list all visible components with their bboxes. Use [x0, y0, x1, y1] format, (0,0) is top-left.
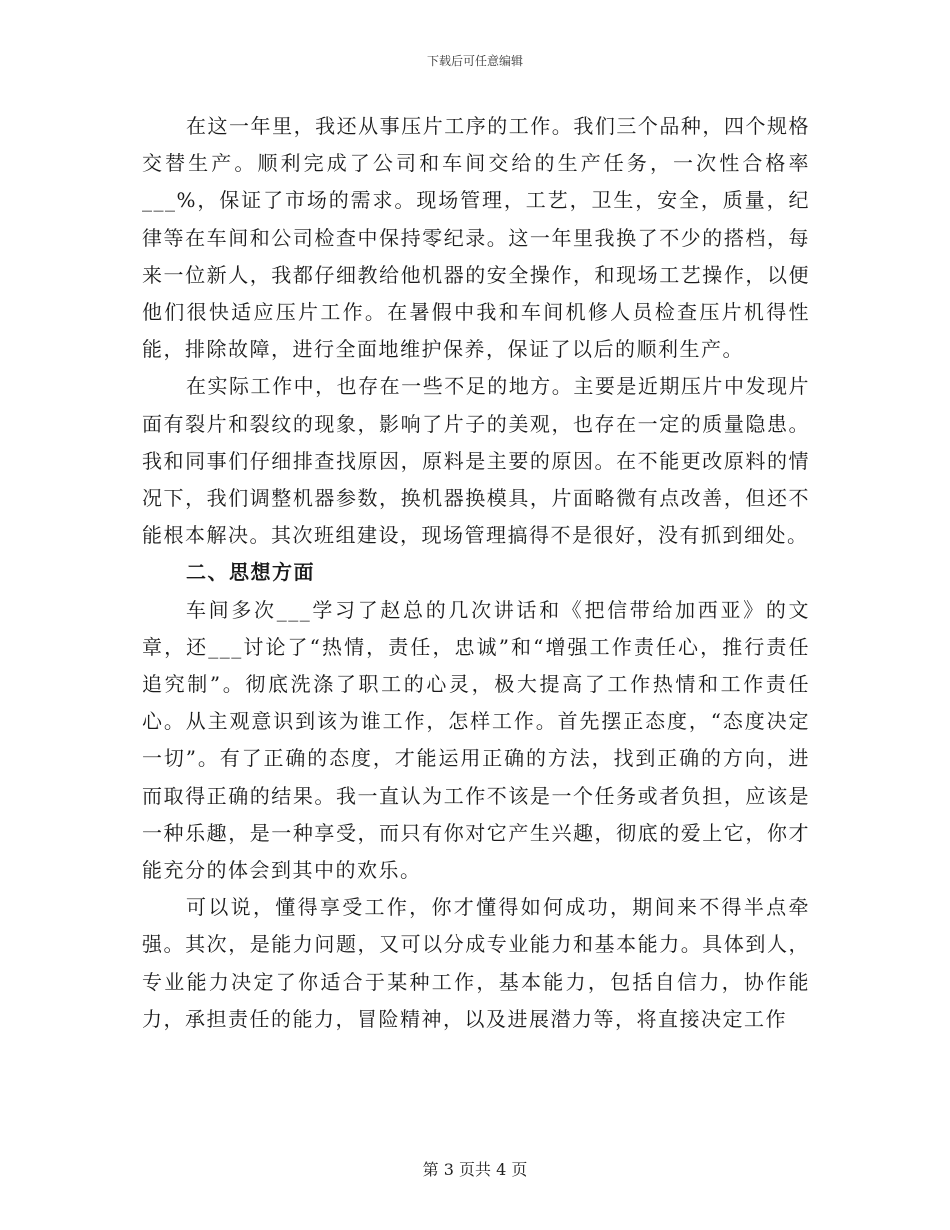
paragraph-ability: 可以说，懂得享受工作，你才懂得如何成功，期间来不得半点牵强。其次，是能力问题，又可以分成专业能力和基本能力。具体到人，专业能力决定了你适合于某种工作，基本能力，包括自信力，协作能力，承担责任的能力，冒险精神，以及进展潜力等，将直接决定工作 [142, 895, 810, 1031]
paragraph-study-attitude: 车间多次___学习了赵总的几次讲话和《把信带给加西亚》的文章，还___讨论了“热情，责任，忠诚”和“增强工作责任心，推行责任追究制”。彻底洗涤了职工的心灵，极大提高了工作热情和工作责任心。从主观意识到该为谁工作，怎样工作。首先摆正态度，“态度决定一切”。有了正确的态度，才能运用正确的方法，找到正确的方向，进而取得正确的结果。我一直认为工作不该是一个任务或者负担，应该是一种乐趣，是一种享受，而只有你对它产生兴趣，彻底的爱上它，你才能充分的体会到其中的欢乐。 [142, 597, 810, 883]
paragraph-shortcomings: 在实际工作中，也存在一些不足的地方。主要是近期压片中发现片面有裂片和裂纹的现象，影响了片子的美观，也存在一定的质量隐患。我和同事们仔细排查找原因，原料是主要的原因。在不能更改原料的情况下，我们调整机器参数，换机器换模具，片面略微有点改善，但还不能根本解决。其次班组建设，现场管理搞得不是很好，没有抓到细处。 [142, 374, 810, 548]
paragraph-pressing-work: 在这一年里，我还从事压片工序的工作。我们三个品种，四个规格交替生产。顺利完成了公司和车间交给的生产任务，一次性合格率___%，保证了市场的需求。现场管理，工艺，卫生，安全，质量，纪律等在车间和公司检查中保持零纪录。这一年里我换了不少的搭档，每来一位新人，我都仔细教给他机器的安全操作，和现场工艺操作，以便他们很快适应压片工作。在暑假中我和车间机修人员检查压片机得性能，排除故障，进行全面地维护保养，保证了以后的顺利生产。 [142, 114, 810, 362]
page-footer: 第 3 页共 4 页 [422, 1160, 528, 1179]
page-header: 下载后可任意编辑 [426, 54, 523, 68]
section-heading-thought: 二、思想方面 [186, 560, 315, 585]
document-body [142, 108, 810, 1038]
